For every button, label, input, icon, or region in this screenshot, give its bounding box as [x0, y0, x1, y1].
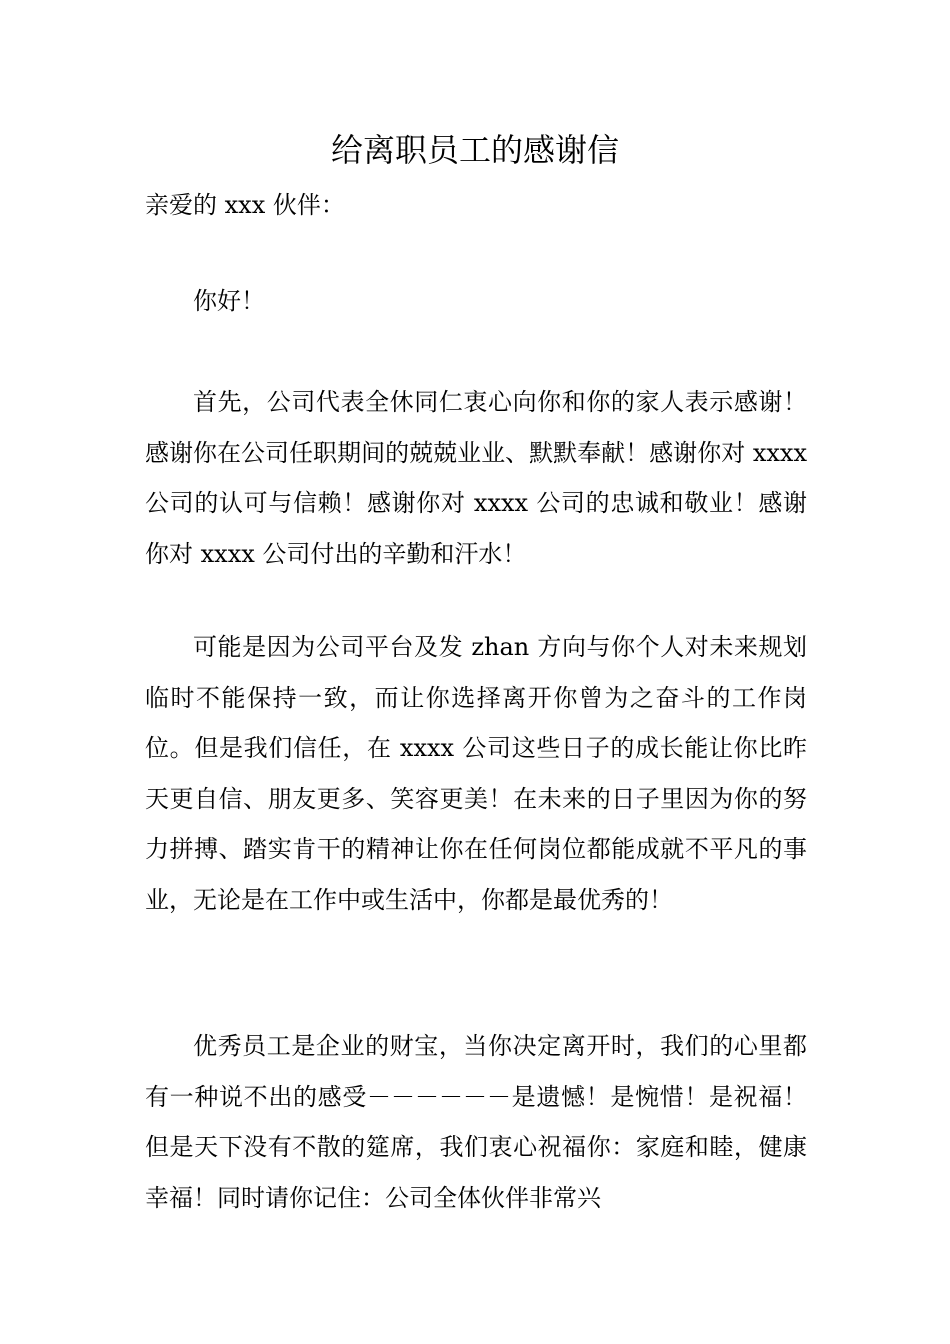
salutation: 亲爱的 xxx 伙伴： — [145, 191, 345, 219]
paragraph-thanks: 首先，公司代表全休同仁衷心向你和你的家人表示感谢！感谢你在公司任职期间的兢兢业业、默默奉献！感谢你对 xxxx 公司的认可与信赖！感谢你对 xxxx 公司的忠诚和敬业！感谢你对 xxxx 公司付出的辛勤和汗水！ — [145, 388, 807, 568]
greeting: 你好！ — [193, 287, 265, 315]
paragraph-farewell: 优秀员工是企业的财宝，当你决定离开时，我们的心里都有一种说不出的感受－－－－－－是遗憾！是惋惜！是祝福！但是天下没有不散的筵席，我们衷心祝福你：家庭和睦，健康幸福！同时请你记住：公司全体伙伴非常兴 — [145, 1032, 807, 1212]
paragraph-departure: 可能是因为公司平台及发 zhan 方向与你个人对未来规划临时不能保持一致，而让你选择离开你曾为之奋斗的工作岗位。但是我们信任，在 xxxx 公司这些日子的成长能让你比昨天更自信、朋友更多、笑容更美！在未来的日子里因为你的努力拼搏、踏实肯干的精神让你在任何岗位都能成就不平凡的事业，无论是在工作中或生活中，你都是最优秀的！ — [145, 633, 807, 914]
document-title: 给离职员工的感谢信 — [330, 131, 619, 169]
